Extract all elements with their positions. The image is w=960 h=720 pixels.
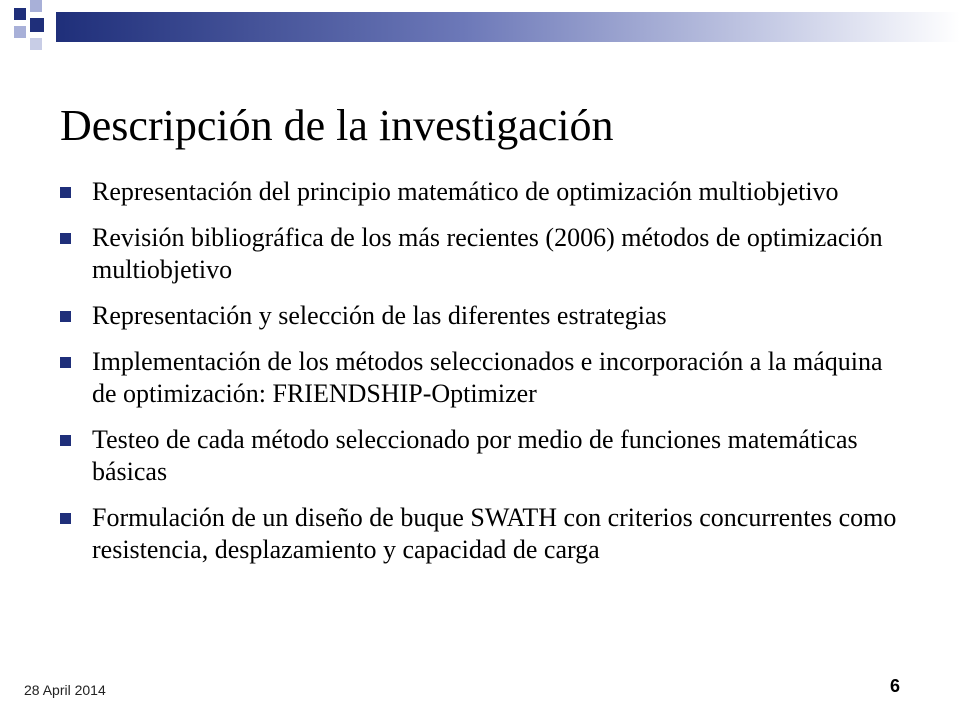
bullet-item: [60, 176, 910, 208]
deco-square-dark: [30, 18, 44, 32]
deco-square-light: [14, 26, 26, 38]
square-bullet-icon: [60, 513, 71, 524]
bullet-item: [60, 502, 910, 566]
deco-square-light: [30, 38, 42, 50]
slide-title: Descripción de la investigación: [60, 101, 614, 150]
square-bullet-icon: [60, 187, 71, 198]
page-number: 6: [889, 676, 900, 696]
bullet-list: [60, 176, 910, 580]
bullet-item: [60, 222, 910, 286]
deco-square-dark: [14, 8, 26, 20]
deco-square-light: [30, 0, 42, 12]
square-bullet-icon: [60, 357, 71, 368]
square-bullet-icon: [60, 435, 71, 446]
bullet-text: Implementación de los métodos seleccionados e incorporación a la máquina de optimización: FRIENDSHIP-Optimizer: [92, 347, 883, 408]
bullet-text: Formulación de un diseño de buque SWATH con criterios concurrentes como resistencia, desplazamiento y capacidad de carga: [92, 503, 897, 564]
square-bullet-icon: [60, 233, 71, 244]
bullet-text: Revisión bibliográfica de los más recientes (2006) métodos de optimización multiobjetivo: [92, 223, 883, 284]
bullet-item: [60, 424, 910, 488]
bullet-text: Testeo de cada método seleccionado por medio de funciones matemáticas básicas: [92, 425, 858, 486]
footer-date: 28 April 2014: [24, 682, 106, 698]
header-gradient-bar: [56, 12, 960, 42]
bullet-text: Representación del principio matemático de optimización multiobjetivo: [92, 177, 839, 206]
bullet-text: Representación y selección de las diferentes estrategias: [92, 301, 667, 330]
bullet-item: [60, 300, 910, 332]
square-bullet-icon: [60, 311, 71, 322]
bullet-item: [60, 346, 910, 410]
